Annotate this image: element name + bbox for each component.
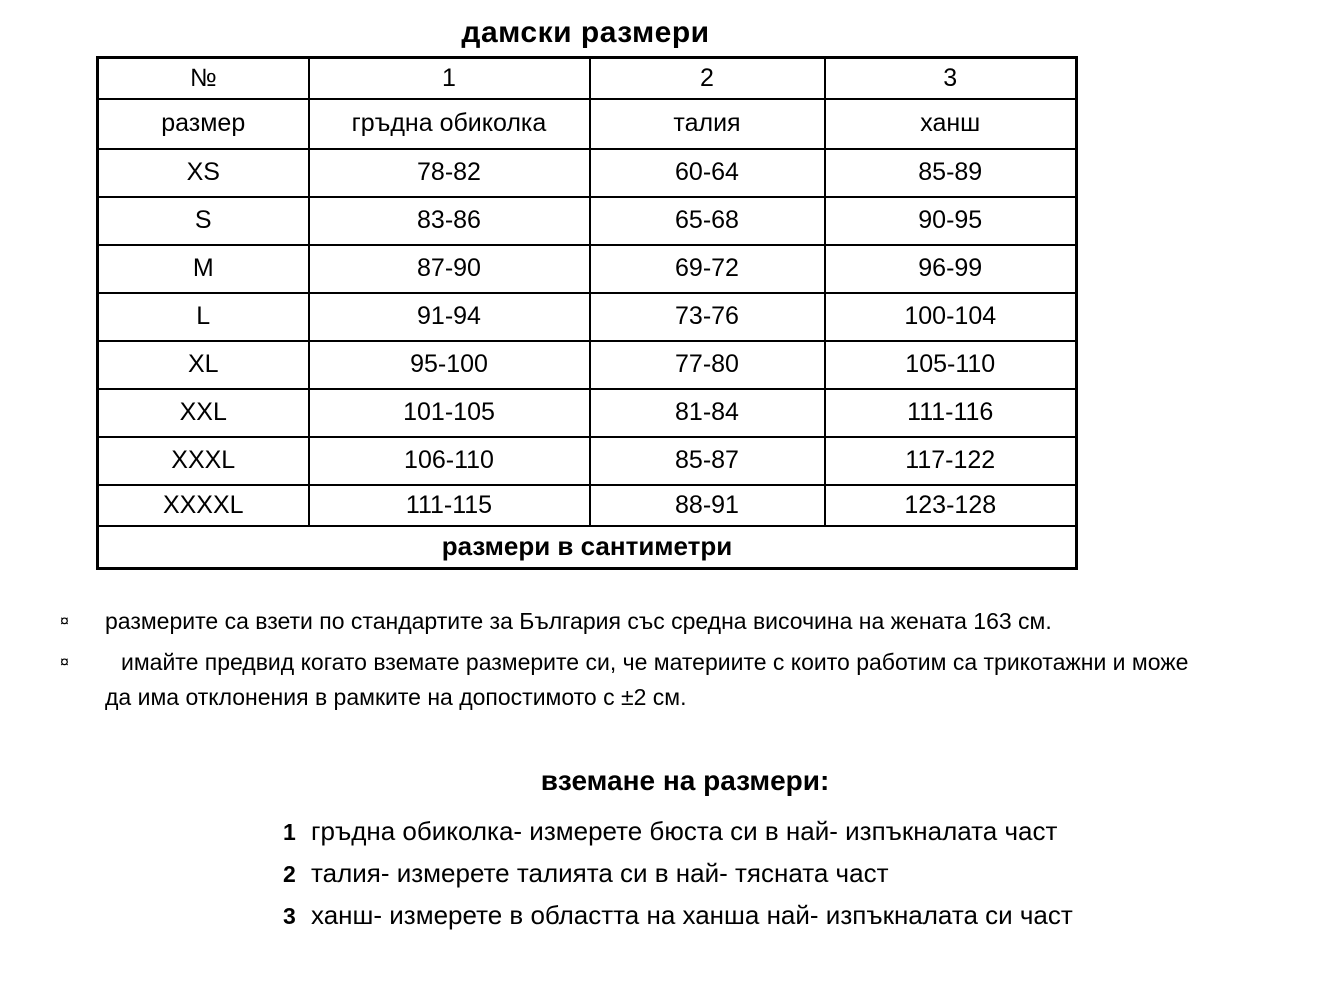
table-subheader-row xyxy=(98,99,1077,149)
measuring-list xyxy=(283,811,1330,937)
list-item-text: ханш- измерете в областта на ханша най- изпъкналата си част xyxy=(311,900,1073,930)
table-row-m xyxy=(98,245,1077,293)
cell-size: M xyxy=(98,245,309,293)
header-cell-numero: № xyxy=(98,58,309,99)
cell-hips: 111-116 xyxy=(825,389,1077,437)
cell-hips: 123-128 xyxy=(825,485,1077,526)
table-row-xs xyxy=(98,149,1077,197)
cell-bust: 106-110 xyxy=(309,437,590,485)
subheader-waist: талия xyxy=(590,99,825,149)
cell-waist: 88-91 xyxy=(590,485,825,526)
cell-waist: 65-68 xyxy=(590,197,825,245)
list-item-number: 3 xyxy=(283,903,296,929)
note-text: размерите са взети по стандартите за България със средна височина на жената 163 см. xyxy=(105,608,1052,634)
subheader-bust: гръдна обиколка xyxy=(309,99,590,149)
note-item xyxy=(60,604,1330,639)
cell-size: XS xyxy=(98,149,309,197)
cell-hips: 96-99 xyxy=(825,245,1077,293)
table-row-xxxxl xyxy=(98,485,1077,526)
cell-hips: 85-89 xyxy=(825,149,1077,197)
cell-size: XXL xyxy=(98,389,309,437)
subheader-hips: ханш xyxy=(825,99,1077,149)
header-cell-1: 1 xyxy=(309,58,590,99)
cell-waist: 81-84 xyxy=(590,389,825,437)
table-footer-row xyxy=(98,526,1077,569)
list-item xyxy=(283,895,1330,937)
list-item-number: 1 xyxy=(283,819,296,845)
list-item xyxy=(283,853,1330,895)
list-item-number: 2 xyxy=(283,861,296,887)
list-item-text: талия- измерете талията си в най- тясната част xyxy=(311,858,889,888)
note-text: имайте предвид когато вземате размерите си, че материите с които работим са трикотажни и може да има отклонения в рамките на допостимото с ±2 см. xyxy=(105,649,1189,710)
page-title: дамски размери xyxy=(461,16,710,49)
cell-size: S xyxy=(98,197,309,245)
table-row-xl xyxy=(98,341,1077,389)
cell-size: XXXXL xyxy=(98,485,309,526)
cell-hips: 100-104 xyxy=(825,293,1077,341)
list-item xyxy=(283,811,1330,853)
cell-waist: 73-76 xyxy=(590,293,825,341)
header-cell-3: 3 xyxy=(825,58,1077,99)
cell-bust: 91-94 xyxy=(309,293,590,341)
table-footer-label: размери в сантиметри xyxy=(98,526,1077,569)
size-table xyxy=(96,56,1078,570)
cell-hips: 105-110 xyxy=(825,341,1077,389)
table-row-s xyxy=(98,197,1077,245)
cell-bust: 95-100 xyxy=(309,341,590,389)
header-cell-2: 2 xyxy=(590,58,825,99)
subheader-size: размер xyxy=(98,99,309,149)
cell-waist: 85-87 xyxy=(590,437,825,485)
note-item xyxy=(60,645,1330,715)
cell-waist: 60-64 xyxy=(590,149,825,197)
size-chart-page xyxy=(0,16,1330,998)
measuring-heading: вземане на размери: xyxy=(540,765,830,796)
cell-bust: 83-86 xyxy=(309,197,590,245)
cell-bust: 101-105 xyxy=(309,389,590,437)
cell-hips: 90-95 xyxy=(825,197,1077,245)
cell-size: XXXL xyxy=(98,437,309,485)
cell-size: XL xyxy=(98,341,309,389)
cell-hips: 117-122 xyxy=(825,437,1077,485)
table-row-xxxl xyxy=(98,437,1077,485)
cell-bust: 87-90 xyxy=(309,245,590,293)
cell-bust: 111-115 xyxy=(309,485,590,526)
table-row-l xyxy=(98,293,1077,341)
notes-section xyxy=(60,604,1330,715)
list-item-text: гръдна обиколка- измерете бюста си в най- изпъкналата част xyxy=(311,816,1058,846)
cell-waist: 77-80 xyxy=(590,341,825,389)
cell-size: L xyxy=(98,293,309,341)
currency-bullet-icon: ¤ xyxy=(60,613,69,630)
table-row-xxl xyxy=(98,389,1077,437)
currency-bullet-icon: ¤ xyxy=(60,654,69,671)
cell-bust: 78-82 xyxy=(309,149,590,197)
table-header-row xyxy=(98,58,1077,99)
cell-waist: 69-72 xyxy=(590,245,825,293)
